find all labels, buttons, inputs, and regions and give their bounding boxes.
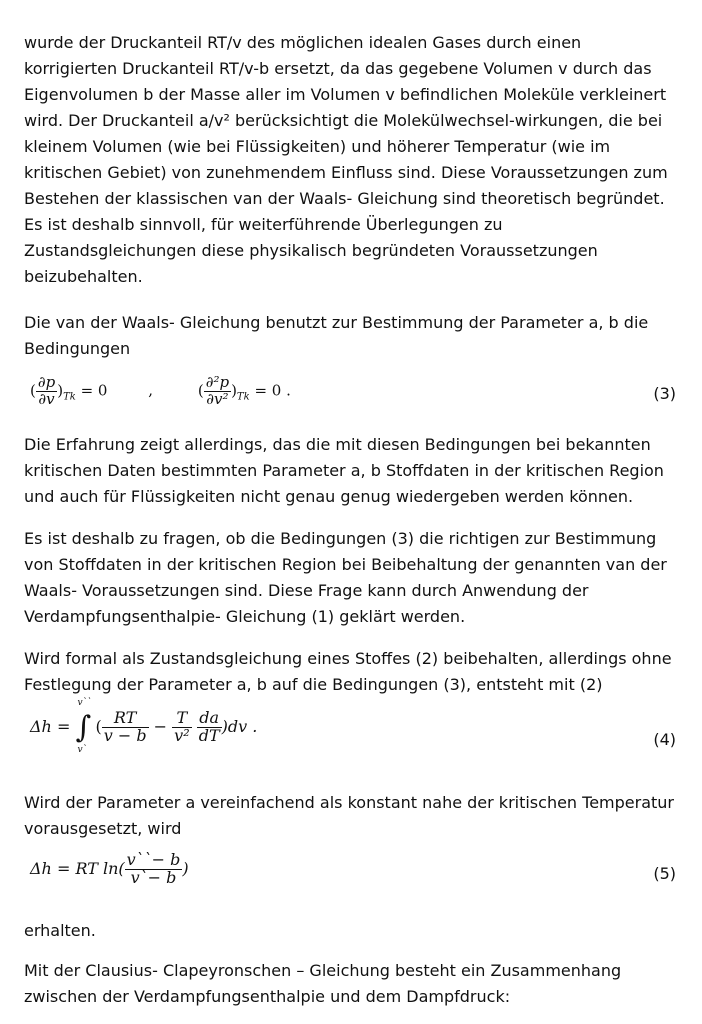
subscript-tk: Tk [63,391,76,403]
frac-numerator: v``− b [126,850,181,869]
integrand-tail: )dv . [221,717,258,736]
paragraph-state-equation: Wird formal als Zustandsgleichung eines Stoffes (2) beibehalten, allerdings ohne Festlegung der Parameter a, b auf die Bedingungen (3), entsteht mit (2) [24,649,672,694]
paragraph-experience: Die Erfahrung zeigt allerdings, das die mit diesen Bedingungen bei bekannten kritischen Daten bestimmten Parameter a, b Stoffdaten in der kritischen Region und auch für Flüssigkeiten nicht genau genug wiedergeben werden können. [24,435,664,506]
subscript-tk: Tk [236,391,250,403]
paragraph-conditions-intro: Die van der Waals- Gleichung benutzt zur Bestimmung der Parameter a, b die Bedingungen [24,313,649,358]
frac-numerator: ∂p [37,373,56,391]
integral-upper-limit: v`` [77,698,92,708]
frac-numerator: T [172,710,191,728]
frac-denominator: v`− b [130,867,177,887]
paragraph-constant-a: Wird der Parameter a vereinfachend als konstant nahe der kritischen Temperatur vorausgesetzt, wird [24,793,675,838]
frac-denominator: ∂v [38,389,55,408]
frac-denominator: v² [174,726,190,745]
fraction-log-argument [125,852,183,887]
separator: , [148,381,154,400]
second-partial [204,375,231,408]
delta-h-rt-ln: Δh = RT ln( [30,858,125,878]
paragraph-intro: wurde der Druckanteil RT/v des möglichen idealen Gases durch einen korrigierten Druckanteil RT/v-b ersetzt, da das gegebene Volumen v durch das Eigenvolumen b der Masse aller im Volumen v befindlichen Moleküle verkleinert wird. Der Druckanteil a/v² berücksichtigt die Molekülwechsel-wirkungen, die bei kleinem Volumen (wie bei Flüssigkeiten) und höherer Temperatur (wie im kritischen Gebiet) von zunehmendem Einfluss sind. Diese Voraussetzungen zum Bestehen der klassischen van der Waals- Gleichung sind theoretisch begründet. Es ist deshalb sinnvoll, für weiterführende Überlegungen zu Zustandsgleichungen diese physikalisch begründeten Voraussetzungen beizubehalten. [24,33,668,286]
partial-dp-dv [36,375,57,408]
fraction-rt-over-v-minus-b [102,710,149,745]
equation-5 [30,852,189,887]
equation-number-4: (4) [653,730,676,749]
equals-zero: = 0 . [254,381,291,400]
equation-number-3: (3) [653,384,676,403]
equation-3: ( $\frac{\partial p}{\partial v}$ )$_{Tk} = 0$ , ( $\frac{\text{∂²p}}{\text{∂v²}}$ )$_{Tk} = 0$ . [30,373,291,408]
integral-lower-limit: v` [77,745,88,755]
frac-numerator: ∂²p [205,373,230,391]
minus-sign: − [153,717,168,736]
integral-sign: ∫ v`` v` [75,698,92,755]
fraction-da-dt [197,710,222,745]
frac-numerator: RT [102,710,149,728]
paragraph-question: Es ist deshalb zu fragen, ob die Bedingungen (3) die richtigen zur Bestimmung von Stoffdaten in der kritischen Region bei Beibehaltung der genannten van der Waals- Voraussetzungen sind. Diese Frage kann durch Anwendung der Verdampfungsenthalpie- Gleichung (1) geklärt werden. [24,529,667,626]
frac-denominator: dT [198,726,220,745]
fraction-t-over-v2 [172,710,191,745]
frac-denominator: ∂v² [206,389,229,408]
equals-zero: = 0 [80,381,108,400]
frac-numerator: da [197,710,222,728]
paragraph-obtained: erhalten. [24,921,96,940]
paragraph-clausius-clapeyron: Mit der Clausius- Clapeyronschen – Gleichung besteht ein Zusammenhang zwischen der Verdampfungsenthalpie und dem Dampfdruck: [24,961,622,1006]
delta-h-lhs: Δh = [30,717,71,736]
frac-denominator: v − b [103,726,147,745]
equation-4: Δh = ∫ v`` v` ( $\frac{RT}{v - b}$ − $\frac{T}{\text{v²}}$ $\frac{da}{dT}$ )dv . [30,698,258,755]
closing-paren: ) [182,858,189,878]
equation-number-5: (5) [653,864,676,883]
